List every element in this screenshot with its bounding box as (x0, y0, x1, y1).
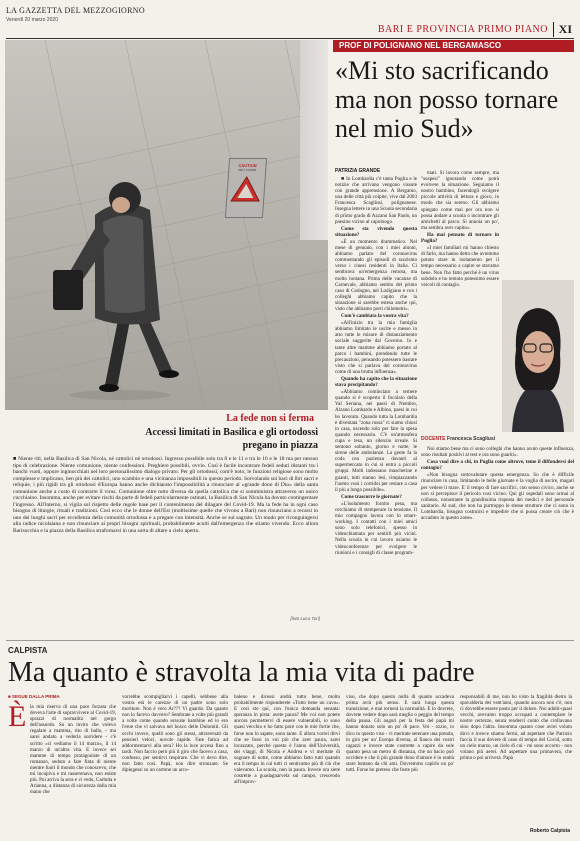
article1-byline: PATRIZIA GRANDE (335, 168, 381, 174)
question: Come trascorre le giornate? (341, 493, 402, 500)
dropcap: È (8, 700, 27, 733)
question: Quando ha capito che la situazione stava precipitando? (335, 376, 417, 389)
page-number: XI (553, 22, 572, 37)
question: Ha mai pensato di tornare in Puglia? (421, 231, 499, 245)
sidebar-body: ■ Niente riti, nella Basilica di San Nicola, né cattolici né ortodossi. Ingresso possibile solo tra 8 e le 11 e tra le 16 e le 18 ma per nessun tipo di celebrazione. Niente comunione, niente confessioni. Preghiere possibili, ovvio. Così è facile incontrare fedeli seduti distanti tra i banchi vuoti, oppure inginocchiati nel loro personalissimo dialogo privato. Per gli ortodossi, com'è noto, le funzioni religiose sono molto complesse e implicano, ben più dei cattolici, uno scambio e una vicinanza impossibili in questo periodo. Sorvolando sui baci di lbri sacri e reliquie, i più rigidi tra gli ortodossi d'Europa hanno anche dichiarato l'impossibilità a rinunciare al «grande dono di Dio» della santa comunione anche a costo di contrarre il virus. Comunione oltre tutto diversa da quella cattolica che si somministra attraverso un unico cucchiaino. Insomma, anche per evitare rischi da parte di fedeli particolarmente ostinati, la Basilica di San Nicola ha dovuto contingentare l'ingresso. All'interno, si vigila sul rispetto delle regole base per il contenimento del dilagare del Covid-19. Ma la fede ha in ogni caso bisogno di liturgie, rituali e tradizioni. Così ecco che le donne dell'Est (moltissime quelle che vivono a Bari) non rinunciano a recarsi in uno dei luoghi sacri per eccellenza della comunità ortodossa e a pregare con intensità. Anche se sul sagrato. Un modo per riconguingersi alla radice nicolaiana e non rinunciare ai propri bisogni spirituali, probabilmente acuiti dall'emergenza che stiamo vivendo. Ecco allora Barisocchia e la piazza della Basilica strafornarsi in una sorta di altare a cielo aperto. (13, 456, 318, 534)
sign-wet-floor-text: WET FLOOR (238, 168, 257, 172)
walking-person (25, 170, 205, 400)
paragraph: «Non bisogna sottovalutare questa emergenza. So che è difficile rinunciare in casa, limitando le belle giornate e la voglia di uscire, magari per vedere il mare. E' il tempo di fare sacrifici, con senso civico, anche se non si percepisce il pericolo così vicino. Qui gli ospedali sono ormai al collasso, nonostante la grandissima risposta dei medici e del personale sanitario. Al sud, che non ha purtroppo le stesse strutture che ci sono in Lombardia, bisogna costruirsi e impedire che si possa creare ciò che è accaduto in questo zone». (421, 472, 574, 522)
issue-date: Venerdì 20 marzo 2020 (6, 17, 58, 23)
article2-col5: responsabili di me, non ho visto la fragilità dietro la spavalderia dei vent'anni, quando ancora non c'è, non ci dovrebbe essere posto per il dolore. Noi adulti-quasi vecchi, avevamo troppo occupati a contemplare le nostre certezze, senza renderci conto che crollavano sino dopo l'altra. Insomma quanto cose avrei voluto dirvi e invece stiamo fermi, ad aspettare che Patrizio faccia il suo dovere di cane di tempo del Covid, sotto un cielo marzo, un cielo di cui - mi sono accorto - non volano più aerei. Ad aspettare una primavera, che prima o poi arriverà. Papà (460, 694, 572, 761)
portrait-photo (502, 280, 574, 432)
section-title: BARI E PROVINCIA PRIMO PIANO (377, 24, 548, 35)
question: Com'è cambiata la vostra vita? (341, 313, 409, 320)
article1-kicker-bar (333, 40, 574, 52)
article1-headline: «Mi sto sacrificando ma non posso tornare nel mio Sud» (335, 56, 559, 143)
article1-col3 (421, 446, 574, 626)
sidebar-box (5, 410, 328, 632)
article1-col2 (421, 170, 499, 290)
paragraph: «All'inizio tra la mia famiglia abbiamo limitato le uscite e messo in atto tutte le misure di distanziamento sociale suggerite dal Governo. Io e tante altre mamme abbiamo portato al parco i bambini, prendendo tutte le precauzioni, pensando potessero bastare visto che si parlava del coronavirus come di una brutta influenza». (335, 320, 417, 375)
main-photo (5, 40, 328, 410)
portrait-caption (421, 436, 574, 442)
paragraph: ■ In Lombardia c'è tanta Puglia e le notizie che arrivano vengono vissute con grande apprensione. A Bergamo, una delle città più colpite, vive dal 2003 Francesca Scagliusi, polignanese. Insegna lettere in una Scuola secondaria di primo grado di Azzano San Paolo, un paesino vicino al capoluogo. (335, 176, 417, 225)
section-rule (6, 640, 574, 641)
article2-col1: la mia riserva di una pace forzata che doveva l'arte di sopravvivere al Covid-19, sprazzi di normalità nel gorgo dell'assurdo. Su un invito che volevo regalare a mamma, rito di ballo, - ma sarei andato a vederla sorridere - c'è scritto «ci vediamo il 14 marzo», il 14 marzo di un'altra vita. E invece sei mamme di tempo protagoniste di un romanzo, seduto a fare finta di niente mentre fuori il mondo che conoscevo, che mi incupiva e mi rasserenava, non esiste più. Poi arriva la sera e vi vedo, Carlotta e Arianna, a distanza di sicurezza dalla mia mano che (30, 704, 116, 796)
woman-portrait (502, 280, 574, 432)
paragraph: Noi stiamo bene ma ci sono colleghi che hanno avuto queste influenza, sono risultati positivi al test e ora sono guariti». (421, 446, 574, 459)
caption-name: Francesca Scagliusi (447, 436, 496, 442)
paragraph: «I miei familiari mi hanno chiesto di farlo, ma hanno detto che avremmo potuto stare in isolamento per il tempo necessario a capire se stavamo bene. Non l'ho fatto perché è un virus subdolo e ho temuto potessimo essere veicoli di contagio. (421, 245, 499, 288)
article2-col2: vorrebbe scompigliarvi i capelli, sebbene alla vostra età le carezze di un padre sono solo moriture. Non è vero Ar??? Vi guardo. Da quanto non lo facevo davvero? Sembrate a volte più grandi a volte come quando eravate bambine ed io ero l'eroe che vi salvava nel bosco delle Dolomiti. Gli occhi invece, quelli sono gli stessi, attraversati da pensieri veloci, nuvole rapide. Fate fatica ad addormentarvi alla sera? Ho la luce accesa fino a tardi. Non faccio però più il giro che facevo a casa, confesso, per sentirvi respirare. Che vi devo dire, non fatto così. Papà, non dire stronzate. Se dipingessi su un cartone un arco- (122, 694, 228, 774)
article2-signature: Roberto Calpista (529, 828, 570, 834)
paragraph: «L'isolamento fornito pesa, ma cerchiamo di stemperare la tensione. Il mio compagno lavora con lo smart-working. I contatti con i miei amici sono solo telefonici, spesso in videochiamata per sentirli più vicini. Nella scuola in cui lavoro usiamo le videoconferenze per svolgere le riunioni e i consigli di classe program- (335, 500, 417, 556)
masthead (6, 4, 576, 38)
paragraph: mati. Si lavora come sempre, ma "sospesi" ignorando come potrà evolvere la situazione. Seguiamo il nostro bambino, facendogli svolgere piccole attività di lettura e gioco, in modo che sia sereno. Gli abbiamo spiegato come mai per ora non si possa andare a scuola o incontrare gli amichetti al parco. Si annoia un po', ma sembra aver capito». (421, 170, 499, 231)
paragraph: «Abbiamo cominciato a temere quando si è scoperto il focolaio della Val Seriana, nei paesi di Nembro, Alzano Lombardo e Albino, paesi in cui ho lavorato. Quando tutta la Lombardia è diventata "zona rossa" ci siamo chiusi in casa, uscendo solo per fare la spesa quando necessario. C'è un'atmosfera cupa e tesa, un silenzio irreale. Si sentono soltanto, giorno e notte, le sirene delle ambulanze. La gente fa la coda con pazienza davanti al supermercato in cui si entra a piccoli gruppi. Molti indossano mascherine e guanti, tutti stanno lesi, rimpiazzando l'uomo vuoi i corridoi per restare a casa il più a lungo possibile». (335, 389, 417, 493)
article2-headline: Ma quanto è stravolta la mia vita di padre (8, 657, 475, 688)
sidebar-kicker: La fede non si ferma (222, 412, 318, 425)
article2-col3: baleno e dicessi andrà tutto bene, molto probabilmente risponderete «Tutto bene un cavo». E così sto qui, con l'unica domanda sensata: speranza in pista: avete paura? Me voi non potete ancora permettervi di essere vulnerabili, io sono quasi vecchio e ho fatto pace con le mie fortie che, forse non lo sapete, sono tante. E allora vorrei dirvi che se fossi in voi più che aver paura, sarei incazzato, perché questo è l'anno dell'Università, dei viaggi, di Nicola e Andrea e vi meritate di sognare di notte, come abbiamo fatto tutti quando era il tempo in cui tutti ci sentivamo più di ciò che valevamo. La scuola, non la paura. Invece ora siete costrette a guadagnarvela sul campo, crescendo all'improv- (234, 694, 340, 786)
question: Cosa vuol dire a chi, in Puglia come altrove, teme il diffondersi del contagio? (421, 459, 574, 472)
article1-col1 (335, 176, 417, 628)
sign-caution-text: CAUTION (238, 163, 257, 168)
article1-kicker: PROF DI POLIGNANO NEL BERGAMASCO (339, 41, 502, 50)
newspaper-name: LA GAZZETTA DEL MEZZOGIORNO (6, 6, 145, 15)
article2-kicker: CALPISTA (8, 646, 48, 655)
photo-credit: [foto Luca Turi] (290, 616, 320, 621)
warning-triangle-icon (228, 174, 264, 204)
article2-col4: viso, che dopo questo nulla di quanto accadeva prima avrà più senso. E sarà lunga questa transizione, e mai tornerà la normalità. E lo dovrete, dovrete vedere dopo sarà meglio o peggio del tempo della pausa. Gli auguri per la festa del papà mi hanno donato solo un po' di pace. Voi - ozzio, io dico in questo viso - vi meritate serenare una prenda, in giro per un' Europa diversa, al fianco dei vostri ragazzi e invece state costrette a capire da sole quanto pesa un metro di distanza, che un bacio può uccidere e che il più grande dono d'amore è in realtà stare lontano da chi ami. Dovremmo capirlo un po' tutti. Forse ho preteso che foste più (346, 694, 454, 774)
pillar (300, 40, 328, 240)
caption-label: DOCENTE (421, 436, 446, 442)
question: Come sta vivendo questa situazione? (335, 225, 417, 238)
article2-body (8, 694, 574, 836)
sidebar-headline: Accessi limitati in Basilica e gli ortodossi pregano in piazza (145, 427, 318, 451)
paragraph: «È un momento drammatico. Nel mese di gennaio, con i miei alunni, abbiamo parlato del coronavirus commentando gli episodi di razzismo verso i cinesi residenti in Italia. Ci sembrava un'emergenza remota, ma molto lontana. Prima delle vacanze di Carnevale, abbiamo sentito del primo caso di Codogno, nel Lodigiano e con i colleghi abbiamo capito che la situazione si sarebbe estesa anche qui, visto che abbiamo porti chilometri». (335, 238, 417, 312)
masthead-rule (6, 38, 574, 39)
wet-floor-sign (225, 158, 267, 218)
continued-label: ■ SEGUE DALLA PRIMA (8, 694, 60, 699)
